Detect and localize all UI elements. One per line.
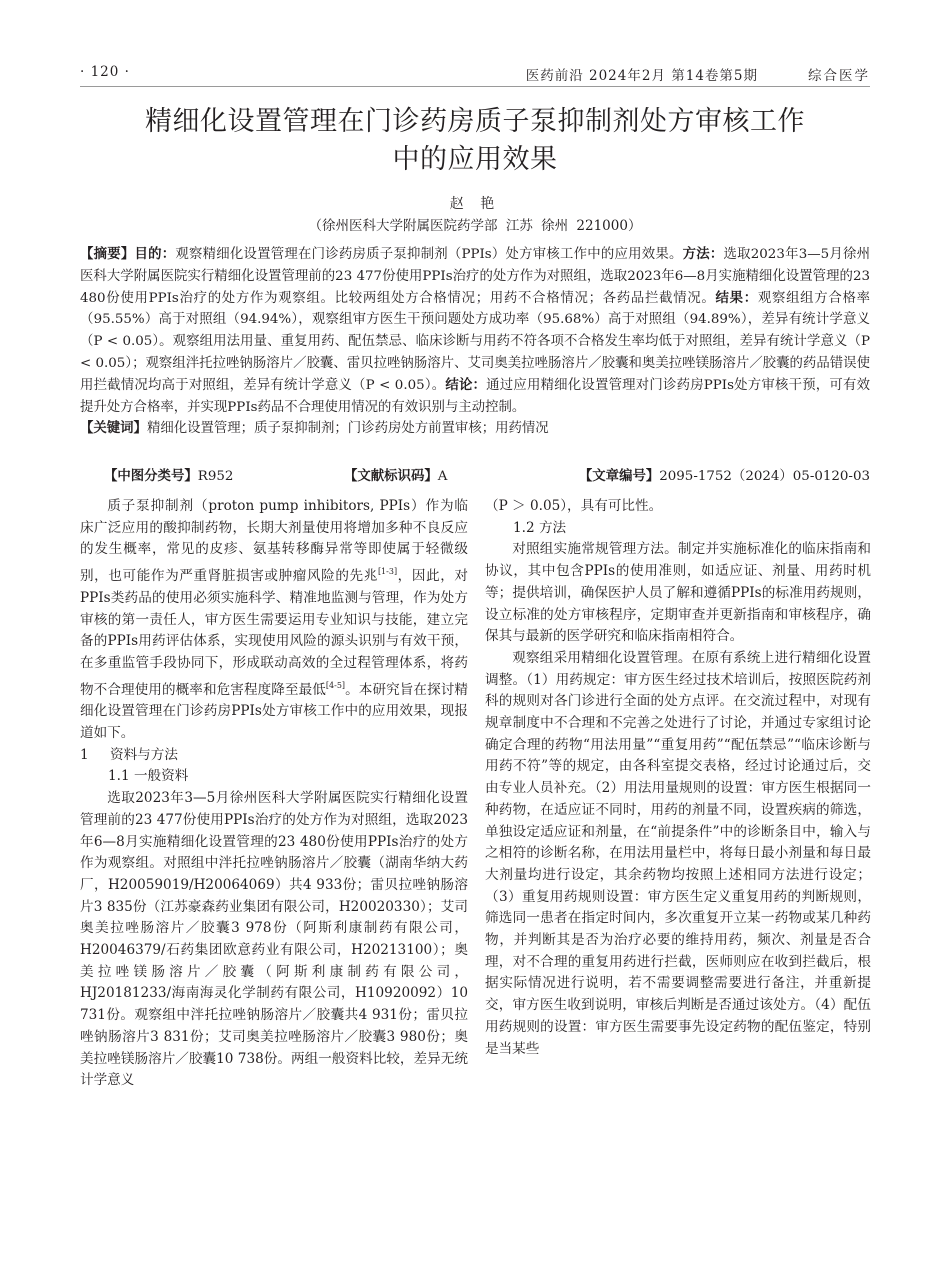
- journal-info: 医药前沿 2024年2月 第14卷第5期: [525, 68, 758, 84]
- abstract-methods-label: 方法：: [682, 246, 724, 262]
- keywords-text: 精细化设置管理；质子泵抑制剂；门诊药房处方前置审核；用药情况: [146, 421, 549, 437]
- section-name: 综合医学: [808, 68, 870, 84]
- abstract-label: 【摘要】: [80, 246, 135, 262]
- abstract-results-label: 结果：: [715, 289, 758, 306]
- title-line-1: 精细化设置管理在门诊药房质子泵抑制剂处方审核工作: [145, 106, 805, 137]
- article-number: 【文章编号】2095-1752（2024）05-0120-03: [578, 468, 870, 484]
- abstract-conclusion-label: 结论：: [445, 376, 487, 393]
- left-column: [80, 496, 468, 1092]
- abstract-methods: 选取2023年3—5月徐州医科大学附属医院实行精细化设置管理前的23 477份使用PPIs治疗的处方作为对照组，选取2023年6—8月实施精细化设置管理的23 480份使用PPIs治疗的处方作为观察组。比较两组处方合格情况；用药不合格情况；各药品拦截情况。: [80, 247, 871, 306]
- running-header: [80, 60, 870, 87]
- author: 赵 艳: [449, 196, 501, 212]
- page-number: · 120 ·: [80, 64, 130, 80]
- right-column: [485, 496, 871, 1060]
- reference-mark: [4-5]: [325, 680, 346, 690]
- intro-paragraph: 质子泵抑制剂（proton pump inhibitors, PPIs）作为临床广泛应用的酸抑制药物，长期大剂量使用将增加多种不良反应的发生概率，常见的皮疹、氨基转移酶异常等即使属于轻微级别，也可能作为严重肾脏损害或肿瘤风险的先兆[1-3]，因此，对PPIs类药品的使用必须实施科学、精准地监测与管理，作为处方审核的第一责任人，审方医生需要运用专业知识与技能，建立完备的PPIs用药评估体系，实现使用风险的源头识别与有效干预，在多重监管手段协同下，形成联动高效的全过程管理体系，将药物不合理使用的概率和危害程度降至最低[4-5]。本研究旨在探讨精细化设置管理在门诊药房PPIs处方审核工作中的应用效果，现报道如下。: [80, 498, 469, 742]
- abstract-conclusion: 通过应用精细化设置管理对门诊药房PPIs处方审核干预，可有效提升处方合格率，并实现PPIs药品不合理使用情况的有效识别与主动控制。: [80, 377, 870, 415]
- article-title: [80, 103, 870, 179]
- continued-paragraph: （P ＞ 0.05），具有可比性。: [485, 498, 663, 514]
- section-heading: 1 资料与方法: [80, 746, 178, 763]
- classification: 【中图分类号】R952: [104, 468, 234, 484]
- document-code: 【文献标识码】A: [344, 468, 448, 484]
- classification-row: [80, 465, 870, 487]
- observation-group-paragraph: 观察组采用精细化设置管理。在原有系统上进行精细化设置调整。（1）用药规定：审方医生经过技术培训后，按照医院药剂科的规则对各门诊进行全面的处方点评。在交流过程中，对现有规章制度中不合理和不完善之处进行了讨论，并通过专家组讨论确定合理的药物“用法用量”“重复用药”“配伍禁忌”“临床诊断与用药不符”等的规定，由各科室提交表格，经过讨论通过后，交由专业人员补充。（2）用法用量规则的设置：审方医生根据同一种药物，在适应证不同时，用药的剂量不同，设置疾病的筛选，单独设定适应证和剂量，在“前提条件”中的诊断条目中，输入与之相符的诊断名称，在用法用量栏中，将每日最小剂量和每日最大剂量均进行设定，其余药物均按照上述相同方法进行设定；（3）重复用药规则设置：审方医生定义重复用药的判断规则，筛选同一患者在指定时间内，多次重复开立某一药物或某几种药物，并判断其是否为治疗必要的维持用药，频次、剂量是否合理，对不合理的重复用药进行拦截，医师则应在收到拦截后，根据实际情况进行说明，若不需要调整需要进行备注，并重新提交，审方医生收到说明，审核后判断是否通过该处方。（4）配伍用药规则的设置：审方医生需要事先设定药物的配伍鉴定，特别是当某些: [485, 649, 871, 1057]
- keywords: [80, 418, 870, 440]
- abstract-objective: 观察精细化设置管理在门诊药房质子泵抑制剂（PPIs）处方审核工作中的应用效果。: [175, 247, 683, 262]
- keywords-label: 【关键词】: [80, 420, 147, 437]
- subsection-heading: 1.1 一般资料: [108, 768, 189, 785]
- control-group-paragraph: 对照组实施常规管理方法。制定并实施标准化的临床指南和协议，其中包含PPIs的使用准则，如适应证、剂量、用药时机等；提供培训，确保医护人员了解和遵循PPIs的标准用药规则，设立标准的处方审核程序，定期审查并更新指南和审核程序，确保其与最新的医学研究和临床指南相符合。: [485, 541, 871, 645]
- general-data-paragraph: 选取2023年3—5月徐州医科大学附属医院实行精细化设置管理前的23 477份使用PPIs治疗的处方作为对照组，选取2023年6—8月实施精细化设置管理的23 480份使用PPIs治疗的处方作为观察组。对照组中泮托拉唑钠肠溶片／胶囊（湖南华纳大药厂，H20059019/H20064069）共4 933份；雷贝拉唑钠肠溶片3 835份（江苏豪森药业集团有限公司，H20020330）；艾司奥美拉唑肠溶片／胶囊3 978份（阿斯利康制药有限公司，H20046379/石药集团欧意药业有限公司，H20213100）；奥美拉唑镁肠溶片／胶囊（阿斯利康制药有限公司，HJ20181233/海南海灵化学制药有限公司，H10920092）10 731份。观察组中泮托拉唑钠肠溶片／胶囊共4 931份；雷贝拉唑钠肠溶片3 831份；艾司奥美拉唑肠溶片／胶囊3 980份；奥美拉唑镁肠溶片／胶囊10 738份。两组一般资料比较，差异无统计学意义: [80, 790, 468, 1089]
- abstract: [80, 244, 870, 440]
- abstract-objective-label: 目的：: [134, 246, 176, 262]
- abstract-results: 观察组组方合格率（95.55%）高于对照组（94.94%），观察组审方医生干预问题处方成功率（95.68%）高于对照组（94.89%），差异有统计学意义（P < 0.05）。观察组用法用量、重复用药、配伍禁忌、临床诊断与用药不符各项不合格发生率均低于对照组，差异有统计学意义（P < 0.05）；观察组泮托拉唑钠肠溶片／胶囊、雷贝拉唑钠肠溶片、艾司奥美拉唑肠溶片／胶囊和奥美拉唑镁肠溶片／胶囊的药品错误使用拦截情况均高于对照组，差异有统计学意义（P < 0.05）。: [80, 290, 870, 393]
- subsection-heading: 1.2 方法: [513, 519, 567, 536]
- title-line-2: 中的应用效果: [392, 144, 558, 175]
- reference-mark: [1-3]: [377, 567, 398, 577]
- affiliation: （徐州医科大学附属医院药学部 江苏 徐州 221000）: [308, 218, 642, 234]
